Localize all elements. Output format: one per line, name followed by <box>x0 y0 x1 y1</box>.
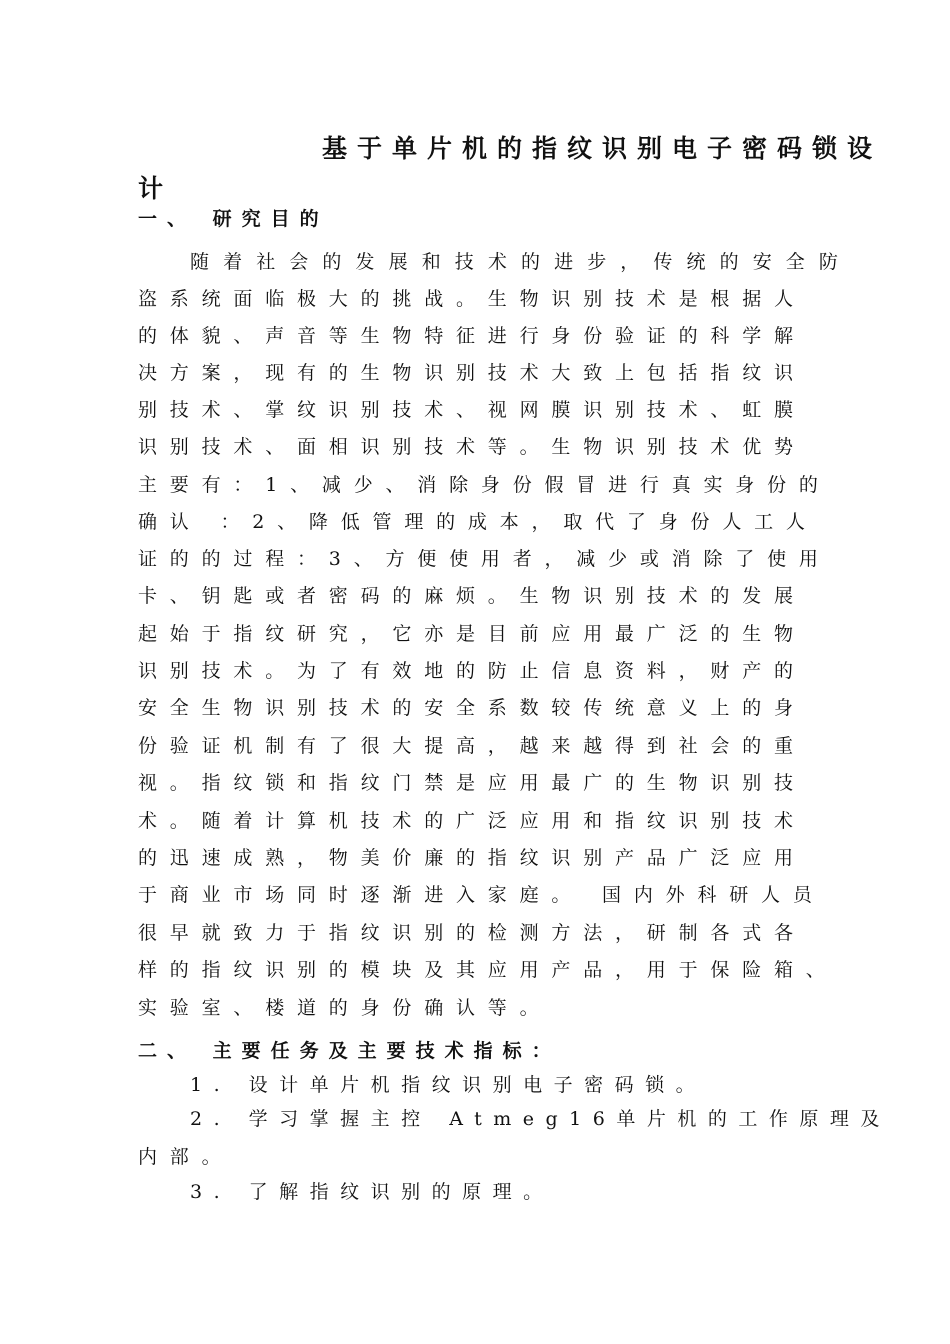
paragraph-line: 起始于指纹研究，它亦是目前应用最广泛的生物 <box>138 623 806 645</box>
paragraph-line: 主要有：1、减少、消除身份假冒进行真实身份的 <box>138 474 831 496</box>
section-heading-main-tasks: 二、 主要任务及主要技术指标： <box>138 1040 561 1062</box>
paragraph-line: 视。指纹锁和指纹门禁是应用最广的生物识别技 <box>138 772 806 794</box>
paragraph-line: 随着社会的发展和技术的进步，传统的安全防 <box>190 251 853 273</box>
paragraph-line: 卡、钥匙或者密码的麻烦。生物识别技术的发展 <box>138 585 806 607</box>
section-heading-research-purpose: 一、 研究目的 <box>138 208 329 230</box>
paragraph-line: 份验证机制有了很大提高，越来越得到社会的重 <box>138 735 806 757</box>
task-item-2-continuation: 内部。 <box>138 1146 234 1168</box>
paragraph-line: 很早就致力于指纹识别的检测方法，研制各式各 <box>138 922 806 944</box>
paragraph-line: 的迅速成熟，物美价廉的指纹识别产品广泛应用 <box>138 847 806 869</box>
task-item-3: 3. 了解指纹识别的原理。 <box>190 1181 554 1203</box>
document-title-line-1: 基于单片机的指纹识别电子密码锁设 <box>322 134 883 163</box>
paragraph-line: 实验室、楼道的身份确认等。 <box>138 997 552 1019</box>
paragraph-line: 识别技术。为了有效地的防止信息资料，财产的 <box>138 660 806 682</box>
paragraph-line: 证的的过程：3、方便使用者，减少或消除了使用 <box>138 548 831 570</box>
paragraph-line: 确认 ：2、降低管理的成本，取代了身份人工人 <box>138 511 818 533</box>
paragraph-line: 于商业市场同时逐渐进入家庭。 国内外科研人员 <box>138 884 825 906</box>
task-item-2: 2. 学习掌握主控 Atmeg16单片机的工作原理及 <box>190 1108 891 1130</box>
paragraph-line: 样的指纹识别的模块及其应用产品，用于保险箱、 <box>138 959 838 981</box>
document-title-line-2: 计 <box>138 174 174 203</box>
paragraph-line: 决方案，现有的生物识别技术大致上包括指纹识 <box>138 362 806 384</box>
paragraph-line: 别技术、掌纹识别技术、视网膜识别技术、虹膜 <box>138 399 806 421</box>
paragraph-line: 术。随着计算机技术的广泛应用和指纹识别技术 <box>138 810 806 832</box>
paragraph-line: 盗系统面临极大的挑战。生物识别技术是根据人 <box>138 288 806 310</box>
task-item-1: 1. 设计单片机指纹识别电子密码锁。 <box>190 1074 707 1096</box>
paragraph-line: 的体貌、声音等生物特征进行身份验证的科学解 <box>138 325 806 347</box>
paragraph-line: 识别技术、面相识别技术等。生物识别技术优势 <box>138 436 806 458</box>
paragraph-line: 安全生物识别技术的安全系数较传统意义上的身 <box>138 697 806 719</box>
